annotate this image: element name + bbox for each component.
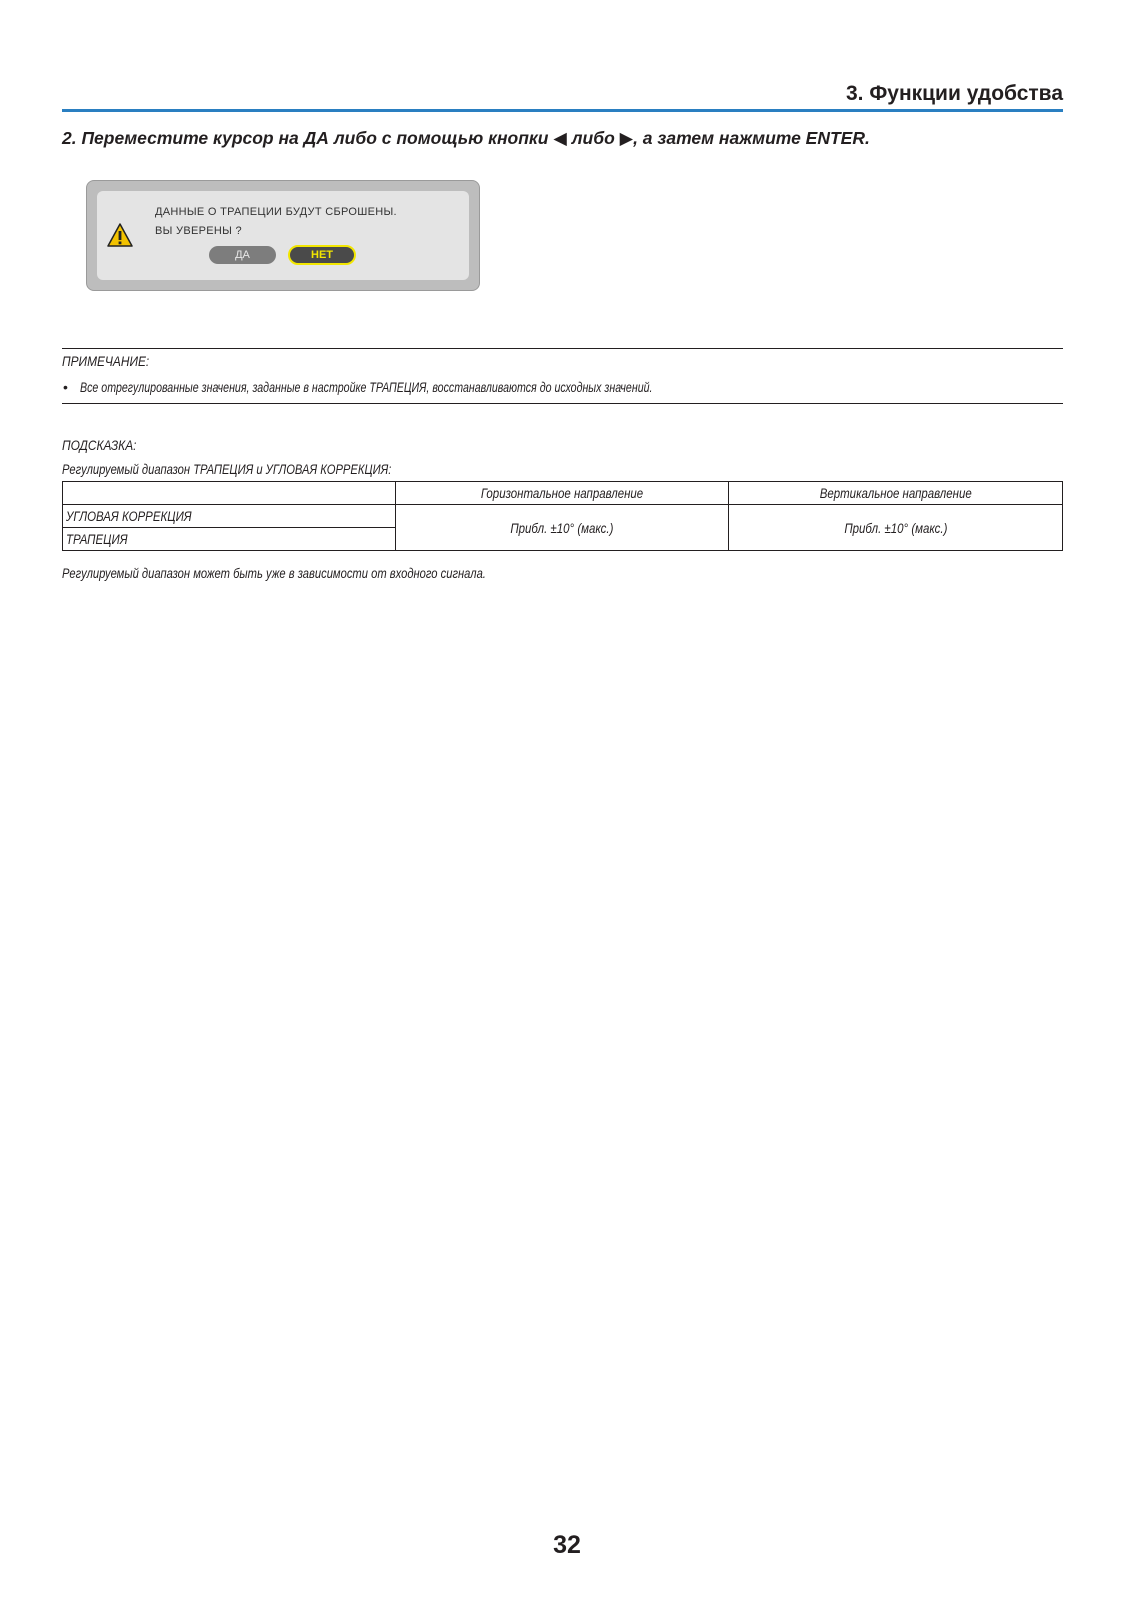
range-table xyxy=(62,481,1063,551)
note-heading: ПРИМЕЧАНИЕ: xyxy=(62,353,150,369)
table-header-cell: Вертикальное направление xyxy=(729,482,1063,505)
table-row xyxy=(63,505,1063,528)
dialog-body xyxy=(97,191,469,280)
no-button[interactable]: НЕТ xyxy=(288,245,356,265)
note-bottom-rule xyxy=(62,403,1063,404)
section-title: 3. Функции удобства xyxy=(846,82,1063,105)
dialog-message-line-1: ДАННЫЕ О ТРАПЕЦИИ БУДУТ СБРОШЕНЫ. xyxy=(155,206,397,218)
hint-heading: ПОДСКАЗКА: xyxy=(62,437,137,453)
dialog-message-line-2: ВЫ УВЕРЕНЫ ? xyxy=(155,225,242,237)
step-instruction: 2. Переместите курсор на ДА либо с помощью кнопки ◀ либо ▶, а затем нажмите ENTER. xyxy=(62,128,870,148)
confirm-dialog xyxy=(86,180,480,291)
yes-button[interactable]: ДА xyxy=(209,246,276,264)
horizontal-range-cell: Прибл. ±10° (макс.) xyxy=(396,505,729,551)
row-label-corner: УГЛОВАЯ КОРРЕКЦИЯ xyxy=(63,505,396,528)
hint-footnote: Регулируемый диапазон может быть уже в зависимости от входного сигнала. xyxy=(62,565,486,581)
note-top-rule xyxy=(62,348,1063,349)
note-bullet: • xyxy=(63,379,68,395)
table-header-row xyxy=(63,482,1063,505)
warning-icon xyxy=(107,223,133,247)
page-number: 32 xyxy=(553,1531,581,1559)
note-text: Все отрегулированные значения, заданные в настройке ТРАПЕЦИЯ, восстанавливаются до исходных значений. xyxy=(80,379,653,395)
hint-subheading: Регулируемый диапазон ТРАПЕЦИЯ и УГЛОВАЯ КОРРЕКЦИЯ: xyxy=(62,461,392,477)
vertical-range-cell: Прибл. ±10° (макс.) xyxy=(729,505,1063,551)
table-header-cell xyxy=(63,482,396,505)
table-header-cell: Горизонтальное направление xyxy=(396,482,729,505)
row-label-keystone: ТРАПЕЦИЯ xyxy=(63,528,396,551)
title-rule xyxy=(62,109,1063,112)
